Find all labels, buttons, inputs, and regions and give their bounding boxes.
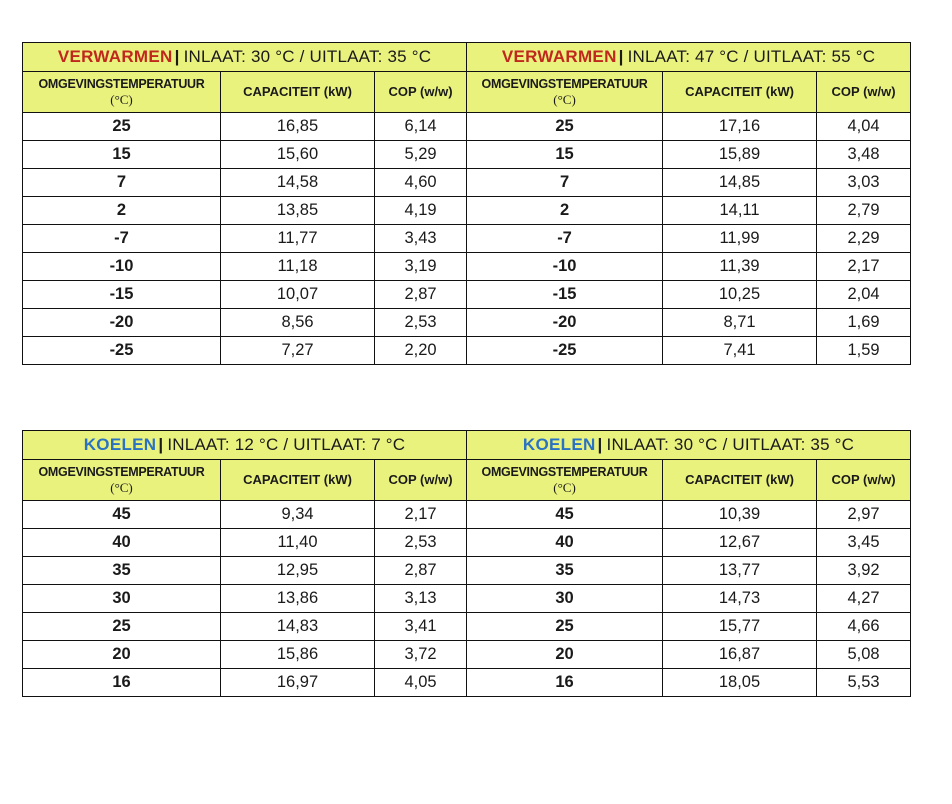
header-cop: COP (w/w) bbox=[375, 72, 467, 113]
cop-cell: 4,19 bbox=[375, 197, 467, 225]
cop-cell: 3,03 bbox=[817, 169, 911, 197]
capacity-cell: 15,89 bbox=[663, 141, 817, 169]
table-row bbox=[23, 169, 911, 197]
capacity-cell: 11,99 bbox=[663, 225, 817, 253]
capacity-cell: 13,86 bbox=[221, 585, 375, 613]
table-row bbox=[23, 281, 911, 309]
ambient-temperature-cell: 7 bbox=[467, 169, 663, 197]
capacity-cell: 13,77 bbox=[663, 557, 817, 585]
header-ambient-temperature: OMGEVINGSTEMPERATUUR (°C) bbox=[467, 460, 663, 501]
capacity-cell: 15,86 bbox=[221, 641, 375, 669]
capacity-cell: 14,73 bbox=[663, 585, 817, 613]
capacity-cell: 7,41 bbox=[663, 337, 817, 365]
ambient-temperature-cell: -7 bbox=[23, 225, 221, 253]
header-cop: COP (w/w) bbox=[375, 460, 467, 501]
header-capacity: CAPACITEIT (kW) bbox=[221, 72, 375, 113]
cop-cell: 5,08 bbox=[817, 641, 911, 669]
cop-cell: 2,20 bbox=[375, 337, 467, 365]
capacity-cell: 16,85 bbox=[221, 113, 375, 141]
table-title-row bbox=[23, 43, 911, 72]
table-row bbox=[23, 141, 911, 169]
table-row bbox=[23, 557, 911, 585]
capacity-cell: 13,85 bbox=[221, 197, 375, 225]
mode-label: KOELEN bbox=[522, 435, 596, 454]
table-row bbox=[23, 337, 911, 365]
header-capacity: CAPACITEIT (kW) bbox=[663, 72, 817, 113]
capacity-cell: 16,87 bbox=[663, 641, 817, 669]
capacity-cell: 14,83 bbox=[221, 613, 375, 641]
capacity-cell: 10,39 bbox=[663, 501, 817, 529]
header-ambient-temperature: OMGEVINGSTEMPERATUUR (°C) bbox=[23, 72, 221, 113]
ambient-temperature-cell: 30 bbox=[23, 585, 221, 613]
heating-left-title bbox=[23, 43, 467, 72]
cop-cell: 3,72 bbox=[375, 641, 467, 669]
ambient-temperature-cell: -10 bbox=[467, 253, 663, 281]
ambient-temperature-cell: -10 bbox=[23, 253, 221, 281]
ambient-temperature-cell: -7 bbox=[467, 225, 663, 253]
condition-label: INLAAT: 30 °C / UITLAAT: 35 °C bbox=[183, 47, 432, 66]
cooling-table-body bbox=[23, 501, 911, 697]
table-title-row bbox=[23, 431, 911, 460]
ambient-temperature-cell: 45 bbox=[467, 501, 663, 529]
ambient-temperature-cell: 35 bbox=[23, 557, 221, 585]
capacity-cell: 11,18 bbox=[221, 253, 375, 281]
condition-label: INLAAT: 30 °C / UITLAAT: 35 °C bbox=[606, 435, 855, 454]
header-capacity: CAPACITEIT (kW) bbox=[663, 460, 817, 501]
column-header-row bbox=[23, 460, 911, 501]
column-header-row bbox=[23, 72, 911, 113]
header-cop: COP (w/w) bbox=[817, 460, 911, 501]
capacity-cell: 11,77 bbox=[221, 225, 375, 253]
cop-cell: 3,43 bbox=[375, 225, 467, 253]
cop-cell: 4,27 bbox=[817, 585, 911, 613]
table-row bbox=[23, 669, 911, 697]
cop-cell: 3,45 bbox=[817, 529, 911, 557]
ambient-temperature-cell: 35 bbox=[467, 557, 663, 585]
heating-performance-table bbox=[22, 42, 911, 365]
capacity-cell: 12,67 bbox=[663, 529, 817, 557]
condition-label: INLAAT: 12 °C / UITLAAT: 7 °C bbox=[167, 435, 406, 454]
cop-cell: 4,04 bbox=[817, 113, 911, 141]
ambient-temperature-cell: 20 bbox=[467, 641, 663, 669]
cop-cell: 2,97 bbox=[817, 501, 911, 529]
capacity-cell: 12,95 bbox=[221, 557, 375, 585]
title-separator: | bbox=[174, 47, 180, 66]
ambient-temperature-cell: 16 bbox=[23, 669, 221, 697]
ambient-temperature-cell: 40 bbox=[467, 529, 663, 557]
ambient-temperature-cell: 20 bbox=[23, 641, 221, 669]
header-ambient-temperature: OMGEVINGSTEMPERATUUR (°C) bbox=[23, 460, 221, 501]
table-row bbox=[23, 197, 911, 225]
ambient-temperature-cell: -15 bbox=[467, 281, 663, 309]
ambient-temperature-cell: 25 bbox=[467, 113, 663, 141]
title-separator: | bbox=[158, 435, 164, 454]
capacity-cell: 16,97 bbox=[221, 669, 375, 697]
cop-cell: 2,87 bbox=[375, 281, 467, 309]
cop-cell: 4,60 bbox=[375, 169, 467, 197]
ambient-temperature-cell: 40 bbox=[23, 529, 221, 557]
capacity-cell: 18,05 bbox=[663, 669, 817, 697]
ambient-temperature-cell: 25 bbox=[23, 613, 221, 641]
cop-cell: 2,87 bbox=[375, 557, 467, 585]
header-ambient-temperature: OMGEVINGSTEMPERATUUR (°C) bbox=[467, 72, 663, 113]
ambient-temperature-cell: 15 bbox=[23, 141, 221, 169]
capacity-cell: 14,11 bbox=[663, 197, 817, 225]
ambient-temperature-cell: 30 bbox=[467, 585, 663, 613]
ambient-temperature-cell: 2 bbox=[467, 197, 663, 225]
capacity-cell: 14,58 bbox=[221, 169, 375, 197]
ambient-temperature-cell: 45 bbox=[23, 501, 221, 529]
table-row bbox=[23, 253, 911, 281]
cop-cell: 2,29 bbox=[817, 225, 911, 253]
cooling-performance-table bbox=[22, 430, 911, 697]
capacity-cell: 10,07 bbox=[221, 281, 375, 309]
capacity-cell: 14,85 bbox=[663, 169, 817, 197]
capacity-cell: 9,34 bbox=[221, 501, 375, 529]
header-cop: COP (w/w) bbox=[817, 72, 911, 113]
cop-cell: 2,17 bbox=[375, 501, 467, 529]
ambient-temperature-cell: -20 bbox=[467, 309, 663, 337]
table-row bbox=[23, 225, 911, 253]
cop-cell: 4,05 bbox=[375, 669, 467, 697]
capacity-cell: 10,25 bbox=[663, 281, 817, 309]
cooling-right-title bbox=[467, 431, 911, 460]
capacity-cell: 15,77 bbox=[663, 613, 817, 641]
capacity-cell: 7,27 bbox=[221, 337, 375, 365]
ambient-temperature-cell: 15 bbox=[467, 141, 663, 169]
cop-cell: 2,04 bbox=[817, 281, 911, 309]
table-row bbox=[23, 501, 911, 529]
cooling-left-title bbox=[23, 431, 467, 460]
heating-right-title bbox=[467, 43, 911, 72]
cop-cell: 5,29 bbox=[375, 141, 467, 169]
ambient-temperature-cell: 25 bbox=[467, 613, 663, 641]
title-separator: | bbox=[618, 47, 624, 66]
table-row bbox=[23, 585, 911, 613]
ambient-temperature-cell: 7 bbox=[23, 169, 221, 197]
cop-cell: 3,41 bbox=[375, 613, 467, 641]
ambient-temperature-cell: -25 bbox=[467, 337, 663, 365]
capacity-cell: 8,71 bbox=[663, 309, 817, 337]
cop-cell: 1,59 bbox=[817, 337, 911, 365]
cop-cell: 3,48 bbox=[817, 141, 911, 169]
table-row bbox=[23, 613, 911, 641]
cop-cell: 3,19 bbox=[375, 253, 467, 281]
ambient-temperature-cell: -20 bbox=[23, 309, 221, 337]
cop-cell: 2,17 bbox=[817, 253, 911, 281]
ambient-temperature-cell: -25 bbox=[23, 337, 221, 365]
cop-cell: 3,92 bbox=[817, 557, 911, 585]
capacity-cell: 11,39 bbox=[663, 253, 817, 281]
cop-cell: 4,66 bbox=[817, 613, 911, 641]
mode-label: VERWARMEN bbox=[57, 47, 173, 66]
table-row bbox=[23, 113, 911, 141]
cop-cell: 3,13 bbox=[375, 585, 467, 613]
table-row bbox=[23, 641, 911, 669]
capacity-cell: 8,56 bbox=[221, 309, 375, 337]
ambient-temperature-cell: 2 bbox=[23, 197, 221, 225]
cop-cell: 2,53 bbox=[375, 529, 467, 557]
title-separator: | bbox=[597, 435, 603, 454]
capacity-cell: 11,40 bbox=[221, 529, 375, 557]
cop-cell: 5,53 bbox=[817, 669, 911, 697]
cop-cell: 6,14 bbox=[375, 113, 467, 141]
cop-cell: 1,69 bbox=[817, 309, 911, 337]
table-row bbox=[23, 309, 911, 337]
cop-cell: 2,53 bbox=[375, 309, 467, 337]
mode-label: KOELEN bbox=[83, 435, 157, 454]
cop-cell: 2,79 bbox=[817, 197, 911, 225]
heating-table-body bbox=[23, 113, 911, 365]
condition-label: INLAAT: 47 °C / UITLAAT: 55 °C bbox=[627, 47, 876, 66]
mode-label: VERWARMEN bbox=[501, 47, 617, 66]
header-capacity: CAPACITEIT (kW) bbox=[221, 460, 375, 501]
capacity-cell: 17,16 bbox=[663, 113, 817, 141]
table-row bbox=[23, 529, 911, 557]
ambient-temperature-cell: -15 bbox=[23, 281, 221, 309]
ambient-temperature-cell: 16 bbox=[467, 669, 663, 697]
ambient-temperature-cell: 25 bbox=[23, 113, 221, 141]
capacity-cell: 15,60 bbox=[221, 141, 375, 169]
